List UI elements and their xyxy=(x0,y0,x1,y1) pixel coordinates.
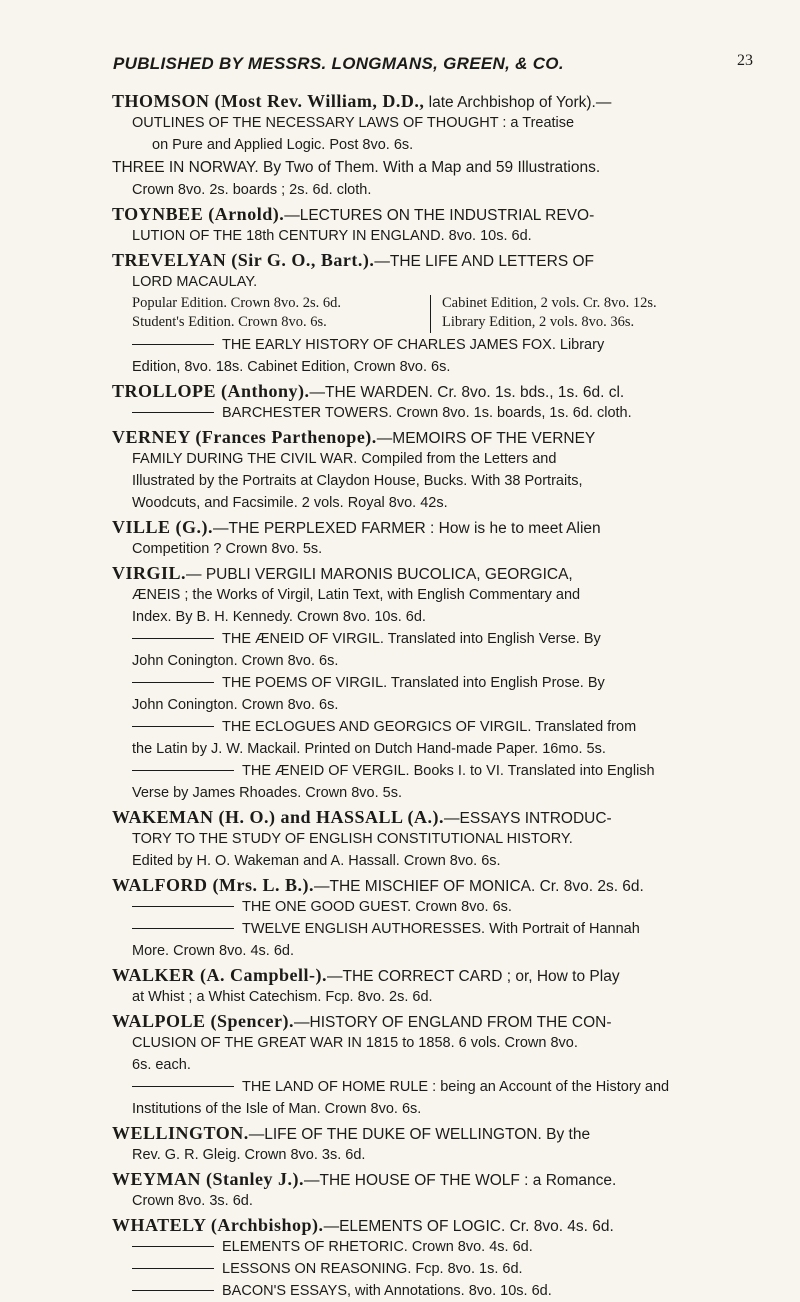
ditto-rule xyxy=(132,344,214,345)
entry-line: THE EARLY HISTORY OF CHARLES JAMES FOX. Library xyxy=(112,334,774,356)
entry-line: BACON'S ESSAYS, with Annotations. 8vo. 10s. 6d. xyxy=(112,1280,774,1302)
entry-line: 6s. each. xyxy=(132,1057,191,1073)
entry-line: TORY TO THE STUDY OF ENGLISH CONSTITUTIONAL HISTORY. xyxy=(132,831,573,847)
entry-trevelyan-head: TREVELYAN (Sir G. O., Bart.).—THE LIFE AND LETTERS OF xyxy=(112,250,594,270)
entry-line: ÆNEIS ; the Works of Virgil, Latin Text, with English Commentary and xyxy=(132,587,581,603)
ditto-rule xyxy=(132,906,234,907)
ditto-rule xyxy=(132,726,214,727)
entry-line: More. Crown 8vo. 4s. 6d. xyxy=(132,943,294,959)
author-weyman: WEYMAN (Stanley J.). xyxy=(112,1169,304,1189)
entry-line: at Whist ; a Whist Catechism. Fcp. 8vo. 2s. 6d. xyxy=(132,989,433,1005)
trevelyan-editions xyxy=(132,295,772,335)
entry-line: Crown 8vo. 2s. boards ; 2s. 6d. cloth. xyxy=(132,182,372,198)
entry-line: LORD MACAULAY. xyxy=(132,274,258,290)
entry-walker-head: WALKER (A. Campbell-).—THE CORRECT CARD ; or, How to Play xyxy=(112,965,620,985)
entry-line: THE ÆNEID OF VERGIL. Books I. to VI. Translated into English xyxy=(112,760,774,782)
ditto-rule xyxy=(132,770,234,771)
entry-virgil-head: VIRGIL.— PUBLI VERGILI MARONIS BUCOLICA, GEORGICA, xyxy=(112,563,573,583)
entry-walford-head: WALFORD (Mrs. L. B.).—THE MISCHIEF OF MONICA. Cr. 8vo. 2s. 6d. xyxy=(112,875,644,895)
ditto-rule xyxy=(132,682,214,683)
entry-line: OUTLINES OF THE NECESSARY LAWS OF THOUGHT : a Treatise xyxy=(132,115,575,131)
entry-ville-head: VILLE (G.).—THE PERPLEXED FARMER : How is he to meet Alien xyxy=(112,517,601,537)
entry-line: CLUSION OF THE GREAT WAR IN 1815 to 1858. 6 vols. Crown 8vo. xyxy=(132,1035,578,1051)
page-number: 23 xyxy=(737,52,753,69)
entry-line: THE POEMS OF VIRGIL. Translated into English Prose. By xyxy=(112,672,774,694)
entry-verney-head: VERNEY (Frances Parthenope).—MEMOIRS OF THE VERNEY xyxy=(112,427,596,447)
entry-line: Institutions of the Isle of Man. Crown 8vo. 6s. xyxy=(132,1101,422,1117)
ditto-rule xyxy=(132,1246,214,1247)
author-verney: VERNEY (Frances Parthenope). xyxy=(112,427,377,447)
entry-line: Competition ? Crown 8vo. 5s. xyxy=(132,541,323,557)
author-walpole: WALPOLE (Spencer). xyxy=(112,1011,294,1031)
entry-line: ELEMENTS OF RHETORIC. Crown 8vo. 4s. 6d. xyxy=(112,1236,774,1258)
entry-thomson-head: THOMSON (Most Rev. William, D.D., late Archbishop of York).— xyxy=(112,91,612,111)
edition-right: Library Edition, 2 vols. 8vo. 36s. xyxy=(442,314,635,330)
entry-toynbee-head: TOYNBEE (Arnold).—LECTURES ON THE INDUSTRIAL REVO- xyxy=(112,204,595,224)
entry-line: BARCHESTER TOWERS. Crown 8vo. 1s. boards, 1s. 6d. cloth. xyxy=(112,402,774,424)
entry-line: THE LAND OF HOME RULE : being an Account of the History and xyxy=(112,1076,774,1098)
ditto-rule xyxy=(132,638,214,639)
entry-line: Rev. G. R. Gleig. Crown 8vo. 3s. 6d. xyxy=(132,1147,366,1163)
author-ville: VILLE (G.). xyxy=(112,517,214,537)
entry-line: LESSONS ON REASONING. Fcp. 8vo. 1s. 6d. xyxy=(112,1258,774,1280)
entry-line: John Conington. Crown 8vo. 6s. xyxy=(132,697,339,713)
entry-whately-head: WHATELY (Archbishop).—ELEMENTS OF LOGIC. Cr. 8vo. 4s. 6d. xyxy=(112,1215,614,1235)
author-walford: WALFORD (Mrs. L. B.). xyxy=(112,875,314,895)
entry-trollope-head: TROLLOPE (Anthony).—THE WARDEN. Cr. 8vo. 1s. bds., 1s. 6d. cl. xyxy=(112,381,625,401)
entry-line: THE ECLOGUES AND GEORGICS OF VIRGIL. Translated from xyxy=(112,716,774,738)
edition-left: Student's Edition. Crown 8vo. 6s. xyxy=(132,314,327,330)
ditto-rule xyxy=(132,1290,214,1291)
entry-line: on Pure and Applied Logic. Post 8vo. 6s. xyxy=(152,137,414,153)
running-head: PUBLISHED BY MESSRS. LONGMANS, GREEN, & CO. xyxy=(113,54,564,73)
entry-weyman-head: WEYMAN (Stanley J.).—THE HOUSE OF THE WOLF : a Romance. xyxy=(112,1169,617,1189)
column-divider xyxy=(430,295,431,333)
author-trollope: TROLLOPE (Anthony). xyxy=(112,381,310,401)
ditto-rule xyxy=(132,1086,234,1087)
ditto-rule xyxy=(132,1268,214,1269)
entry-three-in-norway: THREE IN NORWAY. By Two of Them. With a Map and 59 Illustrations. xyxy=(112,159,601,176)
entry-line: FAMILY DURING THE CIVIL WAR. Compiled from the Letters and xyxy=(132,451,557,467)
ditto-rule xyxy=(132,928,234,929)
author-thomson: THOMSON (Most Rev. William, D.D., xyxy=(112,91,425,111)
entry-wellington-head: WELLINGTON.—LIFE OF THE DUKE OF WELLINGTON. By the xyxy=(112,1123,591,1143)
entry-line: Verse by James Rhoades. Crown 8vo. 5s. xyxy=(132,785,402,801)
entry-line: Edited by H. O. Wakeman and A. Hassall. Crown 8vo. 6s. xyxy=(132,853,501,869)
author-virgil: VIRGIL. xyxy=(112,563,187,583)
author-trevelyan: TREVELYAN (Sir G. O., Bart.). xyxy=(112,250,375,270)
entry-line: LUTION OF THE 18th CENTURY IN ENGLAND. 8vo. 10s. 6d. xyxy=(132,228,532,244)
entry-line: Illustrated by the Portraits at Claydon House, Bucks. With 38 Portraits, xyxy=(132,473,583,489)
author-wellington: WELLINGTON. xyxy=(112,1123,249,1143)
entry-walpole-head: WALPOLE (Spencer).—HISTORY OF ENGLAND FROM THE CON- xyxy=(112,1011,612,1031)
author-walker: WALKER (A. Campbell-). xyxy=(112,965,328,985)
ditto-rule xyxy=(132,412,214,413)
entry-line: Edition, 8vo. 18s. Cabinet Edition, Crown 8vo. 6s. xyxy=(132,359,451,375)
edition-right: Cabinet Edition, 2 vols. Cr. 8vo. 12s. xyxy=(442,295,657,311)
entry-line: John Conington. Crown 8vo. 6s. xyxy=(132,653,339,669)
edition-left: Popular Edition. Crown 8vo. 2s. 6d. xyxy=(132,295,342,311)
entry-line: THE ONE GOOD GUEST. Crown 8vo. 6s. xyxy=(112,896,774,918)
entry-line: the Latin by J. W. Mackail. Printed on Dutch Hand-made Paper. 16mo. 5s. xyxy=(132,741,606,757)
entry-line: Woodcuts, and Facsimile. 2 vols. Royal 8vo. 42s. xyxy=(132,495,448,511)
entry-line: Index. By B. H. Kennedy. Crown 8vo. 10s. 6d. xyxy=(132,609,426,625)
author-toynbee: TOYNBEE (Arnold). xyxy=(112,204,285,224)
entry-wakeman-head: WAKEMAN (H. O.) and HASSALL (A.).—ESSAYS INTRODUC- xyxy=(112,807,612,827)
entry-line: THE ÆNEID OF VIRGIL. Translated into English Verse. By xyxy=(112,628,774,650)
entry-line: TWELVE ENGLISH AUTHORESSES. With Portrait of Hannah xyxy=(112,918,774,940)
author-wakeman: WAKEMAN (H. O.) and HASSALL (A.). xyxy=(112,807,445,827)
author-whately: WHATELY (Archbishop). xyxy=(112,1215,324,1235)
entry-line: Crown 8vo. 3s. 6d. xyxy=(132,1193,253,1209)
